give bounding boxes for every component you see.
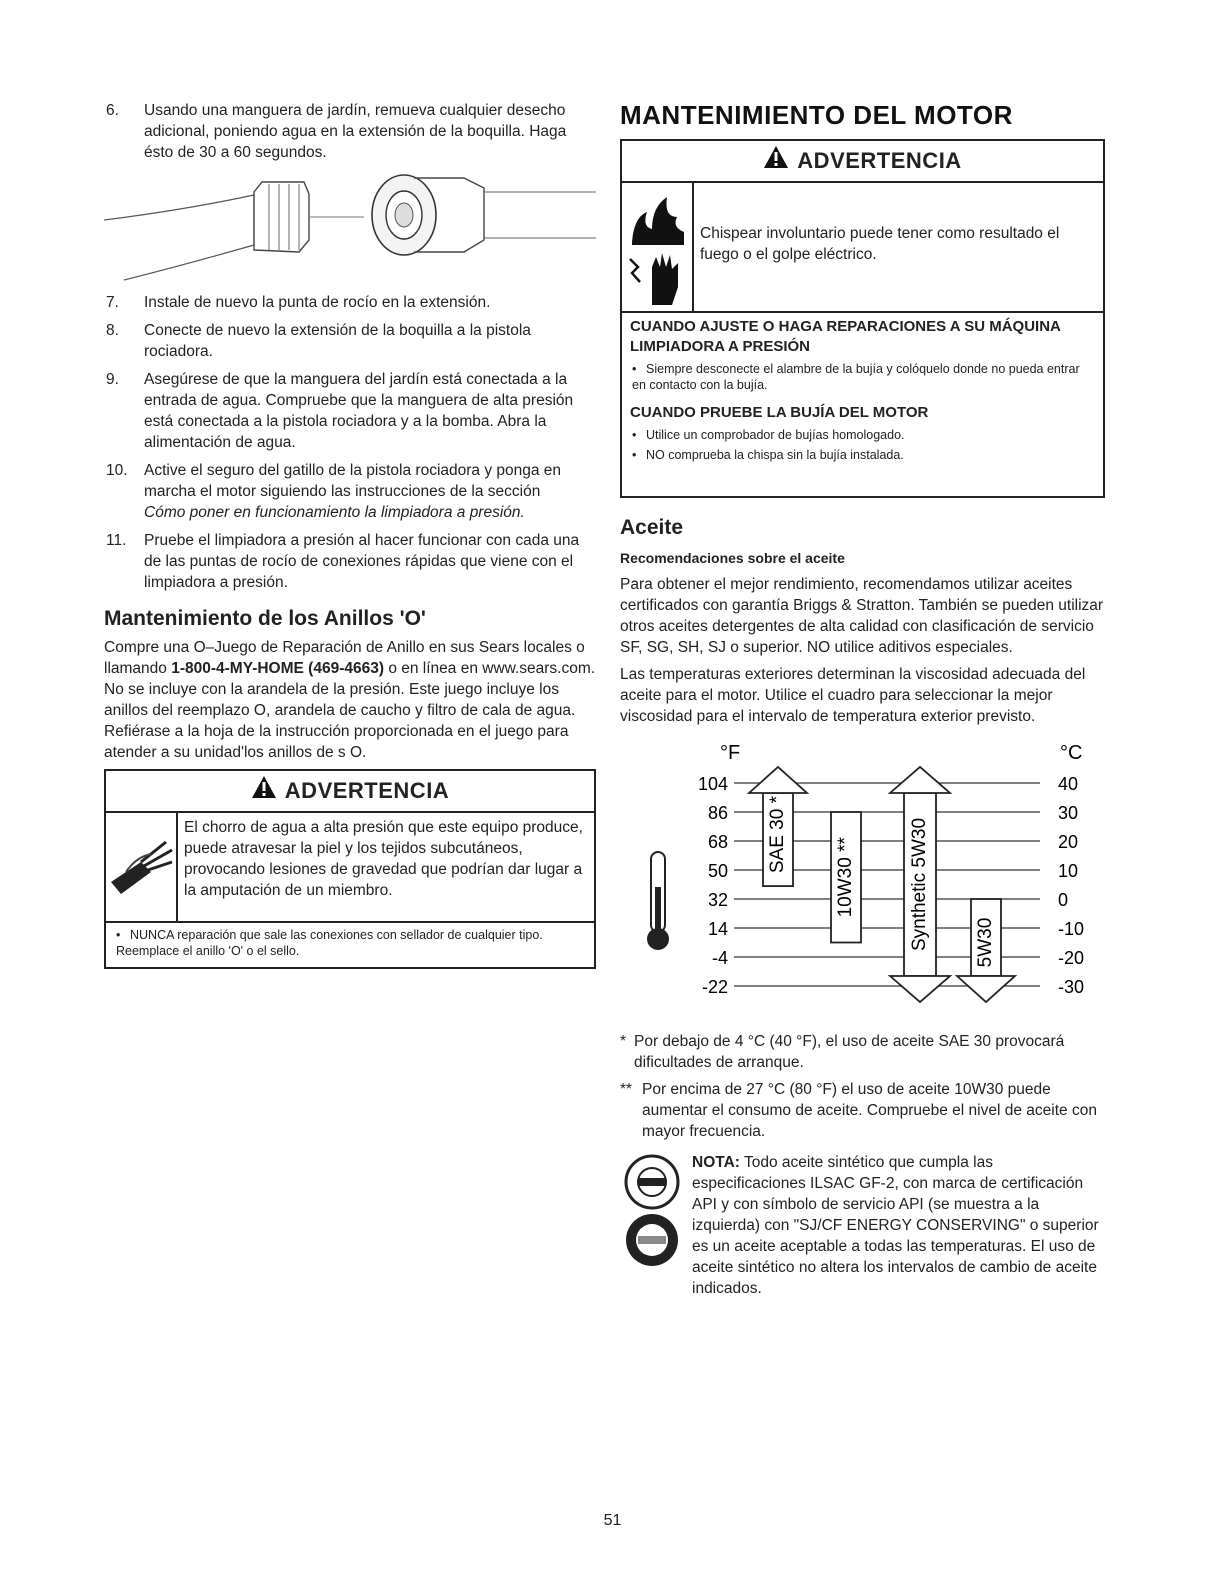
high-pressure-warning-box	[104, 769, 596, 969]
oil-paragraph-1: Para obtener el mejor rendimiento, recomendamos utilizar aceites certificados con garantía Briggs & Stratton. También se pueden utilizar otros aceites detergentes de alta calidad con clasificación de servicio SF, SG, SH, SJ o superior. NO utilice aditivos especiales.	[620, 576, 1104, 656]
list-item: 7. Instale de nuevo la punta de rocío en la extensión.	[106, 294, 491, 311]
viscosity-chart-svg	[620, 727, 1105, 1023]
viscosity-bar	[749, 767, 807, 886]
f-tick-label: 68	[707, 832, 728, 852]
left-column	[104, 100, 596, 969]
viscosity-bar	[831, 812, 861, 943]
section-heading: CUANDO PRUEBE LA BUJÍA DEL MOTOR	[630, 404, 929, 421]
c-tick-label: 10	[1058, 861, 1079, 881]
warning-triangle-icon	[763, 142, 789, 182]
high-pressure-spray-icon	[106, 813, 178, 921]
f-tick-label: 32	[707, 890, 728, 910]
list-item: 6. Usando una manguera de jardín, remueva cualquier desecho adicional, poniendo agua en la extensión de la boquilla. Haga ésto de 30 a 60 segundos.	[106, 102, 567, 161]
oil-recommendations-heading: Recomendaciones sobre el aceite	[620, 550, 845, 566]
c-tick-label: 0	[1058, 890, 1069, 910]
engine-maintenance-heading: MANTENIMIENTO DEL MOTOR	[620, 100, 1013, 130]
celsius-unit: °C	[1060, 742, 1083, 764]
cleaning-steps-part2	[104, 292, 596, 593]
list-item: 11. Pruebe el limpiadora a presión al hacer funcionar con cada una de las puntas de rocío de conexiones rápidas que viene con el limpiadora a presión.	[106, 532, 580, 591]
section-heading: CUANDO AJUSTE O HAGA REPARACIONES A SU MÁQUINA LIMPIADORA A PRESIÓN	[630, 318, 1061, 355]
f-tick-label: 86	[707, 803, 728, 823]
c-tick-label: 40	[1058, 774, 1079, 794]
c-tick-label: 20	[1058, 832, 1079, 852]
range-arrow-down	[957, 976, 1015, 1002]
c-tick-label: -20	[1058, 948, 1085, 968]
range-arrow-down	[890, 976, 950, 1002]
footnote-1: * Por debajo de 4 °C (40 °F), el uso de aceite SAE 30 provocará dificultades de arranque.	[620, 1033, 1065, 1071]
c-tick-label: 30	[1058, 803, 1079, 823]
right-column	[620, 100, 1105, 1299]
oring-heading: Mantenimiento de los Anillos 'O'	[104, 607, 426, 630]
range-arrow-up	[890, 767, 950, 793]
fahrenheit-unit: °F	[720, 742, 741, 764]
c-tick-label: -30	[1058, 977, 1085, 997]
warning-bullet: • NUNCA reparación que sale las conexiones con sellador de cualquier tipo. Reemplace el anillo 'O' o el sello.	[116, 928, 543, 958]
viscosity-label: Synthetic 5W30	[909, 817, 931, 952]
warning-text: El chorro de agua a alta presión que este equipo produce, puede atravesar la piel y los tejidos subcutáneos, provocando lesiones de gravedad que podrían dar lugar a la amputación de un miembro.	[184, 819, 583, 899]
cleaning-steps-part1	[104, 100, 596, 163]
oil-paragraph-2: Las temperaturas exteriores determinan la viscosidad adecuada del aceite para el motor. Utilice el cuadro para seleccionar la mejor viscosidad para el intervalo de temperatura exterior previsto.	[620, 666, 1086, 725]
nota-label: NOTA:	[692, 1154, 740, 1171]
warning-bullet: • Siempre desconecte el alambre de la bujía y colóquelo donde no pueda entrar en contacto con la bujía.	[632, 362, 1080, 392]
nota-block	[620, 1152, 1105, 1299]
footnote-2: ** Por encima de 27 °C (80 °F) el uso de aceite 10W30 puede aumentar el consumo de aceite. Compruebe el nivel de aceite con mayor frecuencia.	[620, 1081, 1097, 1140]
fire-shock-icon	[622, 183, 694, 311]
warning-header: ADVERTENCIA	[106, 771, 594, 813]
viscosity-label: 10W30 **	[835, 837, 857, 918]
warning-header: ADVERTENCIA	[622, 141, 1103, 183]
oil-viscosity-chart	[620, 727, 1105, 1023]
spark-warning-box	[620, 139, 1105, 498]
warning-bullet: • Utilice un comprobador de bujías homologado.	[632, 428, 905, 442]
f-tick-label: 14	[707, 919, 728, 939]
viscosity-label: SAE 30 *	[767, 796, 789, 874]
list-item: 10. Active el seguro del gatillo de la pistola rociadora y ponga en marcha el motor siguiendo las instrucciones de la sección Cómo poner en funcionamiento la limpiadora a presión.	[106, 462, 562, 521]
range-arrow-up	[749, 767, 807, 793]
nota-text: Todo aceite sintético que cumpla las especificaciones ILSAC GF-2, con marca de certificación API y con símbolo de servicio API (se muestra a la izquierda) con "SJ/CF ENERGY CONSERVING" o superior es un aceite aceptable a todas las temperaturas. El uso de aceite sintético no altera los intervalos de cambio de aceite indicados.	[692, 1154, 1099, 1297]
warning-text: Chispear involuntario puede tener como resultado el fuego o el golpe eléctrico.	[700, 225, 1060, 263]
list-item: 9. Asegúrese de que la manguera del jardín está conectada a la entrada de agua. Compruebe que la manguera de alta presión está conectada a la pistola rociadora y a la bomba. Abra la alimentación de agua.	[106, 371, 574, 451]
f-tick-label: -4	[711, 948, 728, 968]
thermometer-icon	[647, 852, 669, 950]
oil-heading: Aceite	[620, 516, 684, 539]
page-number: 51	[603, 1512, 622, 1529]
warning-bullet: • NO comprueba la chispa sin la bujía instalada.	[632, 448, 904, 462]
viscosity-label: 5W30	[975, 917, 997, 968]
viscosity-bar	[890, 767, 950, 1002]
warning-triangle-icon	[251, 772, 277, 812]
api-service-symbol-icon	[620, 1152, 684, 1299]
f-tick-label: 50	[707, 861, 728, 881]
c-tick-label: -10	[1058, 919, 1085, 939]
f-tick-label: 104	[697, 774, 728, 794]
oring-paragraph: Compre una O–Juego de Reparación de Anillo en sus Sears locales o llamando 1-800-4-MY-HOME (469-4663) o en línea en www.sears.com. No se incluye con la arandela de la presión. Este juego incluye los anillos del reemplazo O, arandela de caucho y filtro de cala de agua. Refiérase a la hoja de la instrucción proporcionada en el juego para atender a su unidad'los anillos de s O.	[104, 639, 596, 761]
phone-number: 1-800-4-MY-HOME (469-4663)	[171, 660, 384, 677]
list-item: 8. Conecte de nuevo la extensión de la boquilla a la pistola rociadora.	[106, 322, 531, 360]
f-tick-label: -22	[701, 977, 728, 997]
hose-nozzle-illustration	[104, 170, 596, 288]
